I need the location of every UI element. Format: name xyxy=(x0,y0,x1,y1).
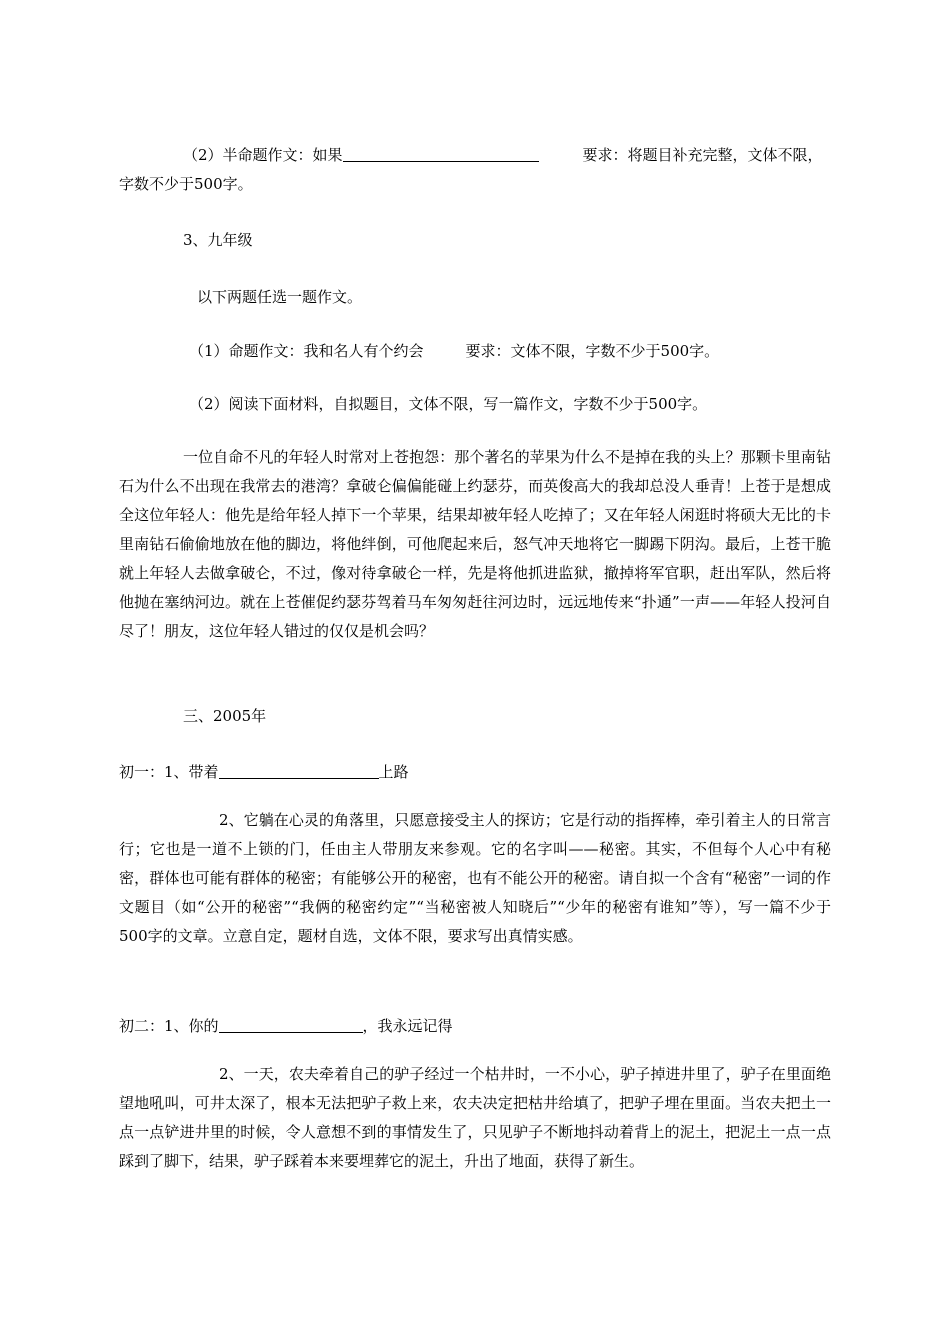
chu2-q1-suffix: ，我永远记得 xyxy=(362,1017,453,1035)
chu1-q1-suffix: 上路 xyxy=(378,763,409,781)
fill-blank xyxy=(219,762,379,779)
chu2-q2: 2、一天，农夫牵着自己的驴子经过一个枯井时，一不小心，驴子掉进井里了，驴子在里面绝望地吼叫，可井太深了，根本无法把驴子救上来，农夫决定把枯井给填了，把驴子埋在里面。当农夫把土一点一点铲进井里的时候，令人意想不到的事情发生了，只见驴子不断地抖动着背上的泥土，把泥土一点一点踩到了脚下，结果，驴子踩着本来要埋葬它的泥土，升出了地面，获得了新生。 xyxy=(119,1065,831,1170)
semi-requirement: 要求：将题目补充完整，文体不限， xyxy=(582,146,823,164)
grade9-q2: （2）阅读下面材料，自拟题目，文体不限，写一篇作文，字数不少于500字。 xyxy=(189,395,708,413)
semi-proposition-line xyxy=(119,141,831,170)
year2005-heading: 三、2005年 xyxy=(183,707,267,725)
grade9-q1 xyxy=(119,337,831,366)
chu2-q1 xyxy=(119,1012,831,1041)
fill-blank xyxy=(343,145,539,162)
grade9-heading: 3、九年级 xyxy=(183,231,253,249)
chu1-q1 xyxy=(119,758,831,787)
semi-requirement-cont: 字数不少于500字。 xyxy=(119,175,253,193)
chu1-q2: 2、它躺在心灵的角落里，只愿意接受主人的探访；它是行动的指挥棒，牵引着主人的日常言行；它也是一道不上锁的门，任由主人带朋友来参观。它的名字叫——秘密。其实，不但每个人心中有秘密，群体也可能有群体的秘密；有能够公开的秘密，也有不能公开的秘密。请自拟一个含有“秘密”一词的作文题目（如“公开的秘密”“我俩的秘密约定”“当秘密被人知晓后”“少年的秘密有谁知”等），写一篇不少于500字的文章。立意自定，题材自选，文体不限，要求写出真情实感。 xyxy=(119,811,831,945)
grade9-intro: 以下两题任选一题作文。 xyxy=(197,288,363,306)
q1-label: （1）命题作文：我和名人有个约会 xyxy=(189,342,424,360)
q1-requirement: 要求：文体不限，字数不少于500字。 xyxy=(465,342,720,360)
chu2-q1-prefix: 初二：1、你的 xyxy=(119,1017,219,1035)
chu1-q1-prefix: 初一：1、带着 xyxy=(119,763,219,781)
fill-blank xyxy=(219,1016,363,1033)
semi-prefix: （2）半命题作文：如果 xyxy=(183,146,343,164)
grade9-material: 一位自命不凡的年轻人时常对上苍抱怨：那个著名的苹果为什么不是掉在我的头上？那颗卡里南钻石为什么不出现在我常去的港湾？拿破仑偏偏能碰上约瑟芬，而英俊高大的我却总没人垂青！上苍于是想成全这位年轻人：他先是给年轻人掉下一个苹果，结果却被年轻人吃掉了；又在年轻人闲逛时将硕大无比的卡里南钻石偷偷地放在他的脚边，将他绊倒，可他爬起来后，怒气冲天地将它一脚踢下阴沟。最后，上苍干脆就上年轻人去做拿破仑，不过，像对待拿破仑一样，先是将他抓进监狱，撤掉将军官职，赶出军队，然后将他抛在塞纳河边。就在上苍催促约瑟芬驾着马车匆匆赶往河边时，远远地传来“扑通”一声——年轻人投河自尽了！朋友，这位年轻人错过的仅仅是机会吗？ xyxy=(119,448,831,640)
